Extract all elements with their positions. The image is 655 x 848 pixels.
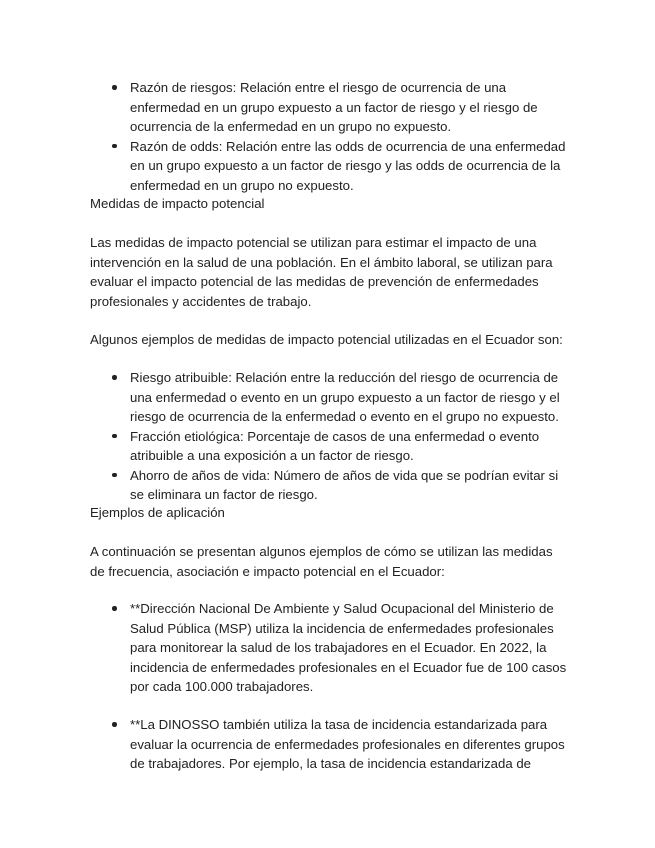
paragraph-application-intro: A continuación se presentan algunos ejemplos de cómo se utilizan las medidas de frecuencia, asociación e impacto potencial en el Ecuador: <box>90 544 553 579</box>
list-item: **La DINOSSO también utiliza la tasa de incidencia estandarizada para evaluar la ocurrencia de enfermedades profesionales en diferentes grupos de trabajadores. Por ejemplo, la tasa de incidencia estandarizada de <box>90 715 570 774</box>
list-item: Razón de odds: Relación entre las odds de ocurrencia de una enfermedad en un grupo expuesto a un factor de riesgo y las odds de ocurrencia de la enfermedad en un grupo no expuesto. <box>90 137 570 196</box>
application-examples-list <box>90 599 570 697</box>
list-item: Ahorro de años de vida: Número de años de vida que se podrían evitar si se eliminara un factor de riesgo. <box>90 466 570 505</box>
paragraph-examples-intro: Algunos ejemplos de medidas de impacto potencial utilizadas en el Ecuador son: <box>90 332 563 347</box>
section-heading-impact: Medidas de impacto potencial <box>90 196 265 211</box>
list-item: Fracción etiológica: Porcentaje de casos de una enfermedad o evento atribuible a una exposición a un factor de riesgo. <box>90 427 570 466</box>
paragraph-impact-intro: Las medidas de impacto potencial se utilizan para estimar el impacto de una intervención en la salud de una población. En el ámbito laboral, se utilizan para evaluar el impacto potencial de las medidas de prevención de enfermedades profesionales y accidentes de trabajo. <box>90 235 553 309</box>
list-item: Razón de riesgos: Relación entre el riesgo de ocurrencia de una enfermedad en un grupo expuesto a un factor de riesgo y el riesgo de ocurrencia de la enfermedad en un grupo no expuesto. <box>90 78 570 137</box>
list-item: Riesgo atribuible: Relación entre la reducción del riesgo de ocurrencia de una enfermedad o evento en un grupo expuesto a un factor de riesgo y el riesgo de ocurrencia de la enfermedad o evento en el grupo no expuesto. <box>90 368 570 427</box>
list-item: **Dirección Nacional De Ambiente y Salud Ocupacional del Ministerio de Salud Pública (MSP) utiliza la incidencia de enfermedades profesionales para monitorear la salud de los trabajadores en el Ecuador. En 2022, la incidencia de enfermedades profesionales en el Ecuador fue de 100 casos por cada 100.000 trabajadores. <box>90 599 570 697</box>
section-heading-application: Ejemplos de aplicación <box>90 505 225 520</box>
association-measures-list <box>90 78 570 195</box>
application-examples-list-continued <box>90 715 570 774</box>
impact-measures-list <box>90 368 570 505</box>
